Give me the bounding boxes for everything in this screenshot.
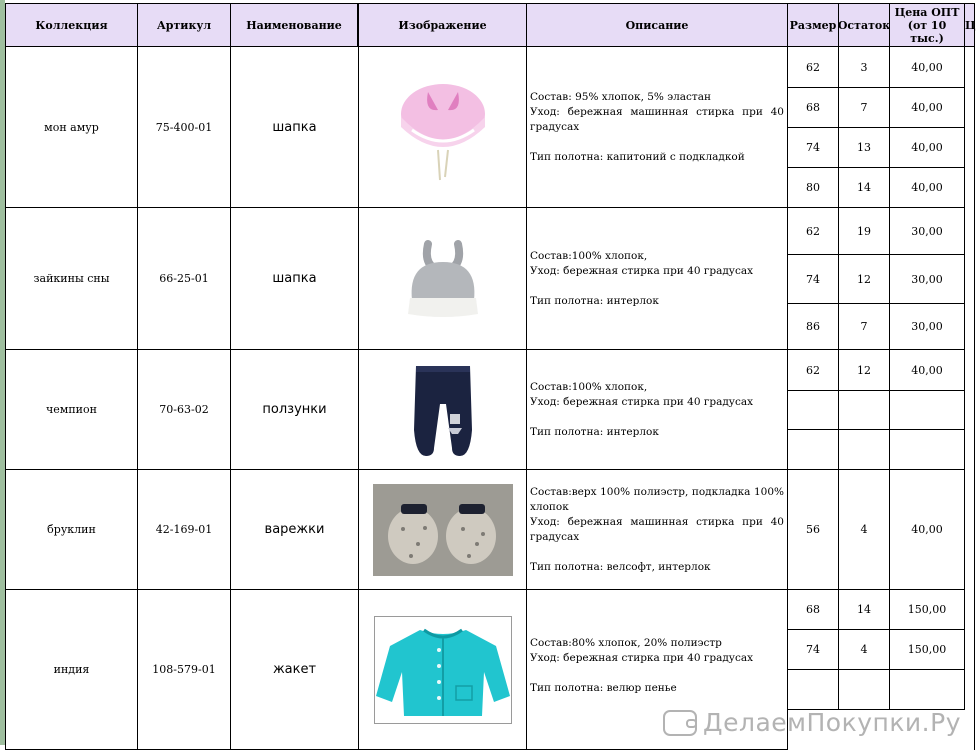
cell-size: 74 <box>788 255 839 304</box>
cell-stock <box>839 430 890 470</box>
cell-image <box>359 470 527 590</box>
cell-stock <box>839 391 890 430</box>
cell-price: 40,00 <box>890 88 965 128</box>
cell-article: 108-579-01 <box>138 590 231 750</box>
cell-price: 30,00 <box>890 304 965 350</box>
header-cutoff: Ц <box>965 3 975 47</box>
cell-article: 42-169-01 <box>138 470 231 590</box>
cell-stock: 4 <box>839 630 890 670</box>
watermark-text: ДелаемПокупки.Ру <box>703 708 961 737</box>
cell-size: 62 <box>788 47 839 88</box>
header-name: Наименование <box>231 3 359 47</box>
cell-description: Состав:80% хлопок, 20% полиэстр Уход: бережная стирка при 40 градусах Тип полотна: велюр пенье <box>527 590 788 750</box>
cell-description: Состав:верх 100% полиэстр, подкладка 100% хлопок Уход: бережная машинная стирка при 40 градусах Тип полотна: велсофт, интерлок <box>527 470 788 590</box>
cell-price: 40,00 <box>890 470 965 590</box>
cell-stock: 7 <box>839 88 890 128</box>
cell-size <box>788 670 839 710</box>
cell-price: 150,00 <box>890 630 965 670</box>
cell-stock: 12 <box>839 350 890 391</box>
cell-collection: мон амур <box>5 47 138 208</box>
watermark <box>663 708 961 737</box>
cell-stock: 7 <box>839 304 890 350</box>
cell-price: 30,00 <box>890 255 965 304</box>
cell-name: варежки <box>231 470 359 590</box>
cell-price: 40,00 <box>890 47 965 88</box>
cell-name: шапка <box>231 47 359 208</box>
cell-price: 40,00 <box>890 350 965 391</box>
mittens-image <box>373 484 513 576</box>
cell-stock: 14 <box>839 168 890 208</box>
cell-image <box>359 47 527 208</box>
cell-collection: индия <box>5 590 138 750</box>
header-size: Размер <box>788 3 839 47</box>
wallet-icon <box>663 710 697 736</box>
cell-stock: 12 <box>839 255 890 304</box>
cell-article: 66-25-01 <box>138 208 231 350</box>
cell-name: шапка <box>231 208 359 350</box>
cell-price <box>890 391 965 430</box>
cell-stock: 13 <box>839 128 890 168</box>
header-stock: Остаток <box>839 3 890 47</box>
cell-collection: бруклин <box>5 470 138 590</box>
cell-name: жакет <box>231 590 359 750</box>
cell-collection: чемпион <box>5 350 138 470</box>
cell-size <box>788 430 839 470</box>
cell-size: 86 <box>788 304 839 350</box>
cell-description: Состав:100% хлопок, Уход: бережная стирка при 40 градусах Тип полотна: интерлок <box>527 350 788 470</box>
cell-stock: 3 <box>839 47 890 88</box>
navy-pants-image <box>408 360 478 460</box>
cell-collection: зайкины сны <box>5 208 138 350</box>
cell-size: 68 <box>788 88 839 128</box>
header-price: Цена ОПТ (от 10 тыс.) <box>890 3 965 47</box>
cell-image <box>359 590 527 750</box>
cell-stock: 19 <box>839 208 890 255</box>
cell-price: 30,00 <box>890 208 965 255</box>
header-collection: Коллекция <box>5 3 138 47</box>
grey-hat-image <box>398 234 488 324</box>
cell-stock: 14 <box>839 590 890 630</box>
cell-description: Состав:100% хлопок, Уход: бережная стирка при 40 градусах Тип полотна: интерлок <box>527 208 788 350</box>
cell-stock <box>839 670 890 710</box>
cell-size: 80 <box>788 168 839 208</box>
header-article: Артикул <box>138 3 231 47</box>
pink-bunny-hat-image <box>398 72 488 182</box>
cell-size: 74 <box>788 630 839 670</box>
cell-size: 62 <box>788 208 839 255</box>
cell-price: 150,00 <box>890 590 965 630</box>
header-image: Изображение <box>359 3 527 47</box>
cell-size <box>788 391 839 430</box>
cell-price: 40,00 <box>890 168 965 208</box>
cell-stock: 4 <box>839 470 890 590</box>
cell-image <box>359 350 527 470</box>
header-description: Описание <box>527 3 788 47</box>
cell-article: 70-63-02 <box>138 350 231 470</box>
cell-image <box>359 208 527 350</box>
cell-size: 68 <box>788 590 839 630</box>
cell-price <box>890 430 965 470</box>
cell-size: 56 <box>788 470 839 590</box>
cell-description: Состав: 95% хлопок, 5% эластан Уход: бережная машинная стирка при 40 градусах Тип полотна: капитоний с подкладкой <box>527 47 788 208</box>
cell-price: 40,00 <box>890 128 965 168</box>
turquoise-jacket-image <box>374 616 512 724</box>
cell-name: ползунки <box>231 350 359 470</box>
cutoff-column <box>965 47 975 750</box>
cell-size: 74 <box>788 128 839 168</box>
cell-article: 75-400-01 <box>138 47 231 208</box>
cell-size: 62 <box>788 350 839 391</box>
cell-price <box>890 670 965 710</box>
